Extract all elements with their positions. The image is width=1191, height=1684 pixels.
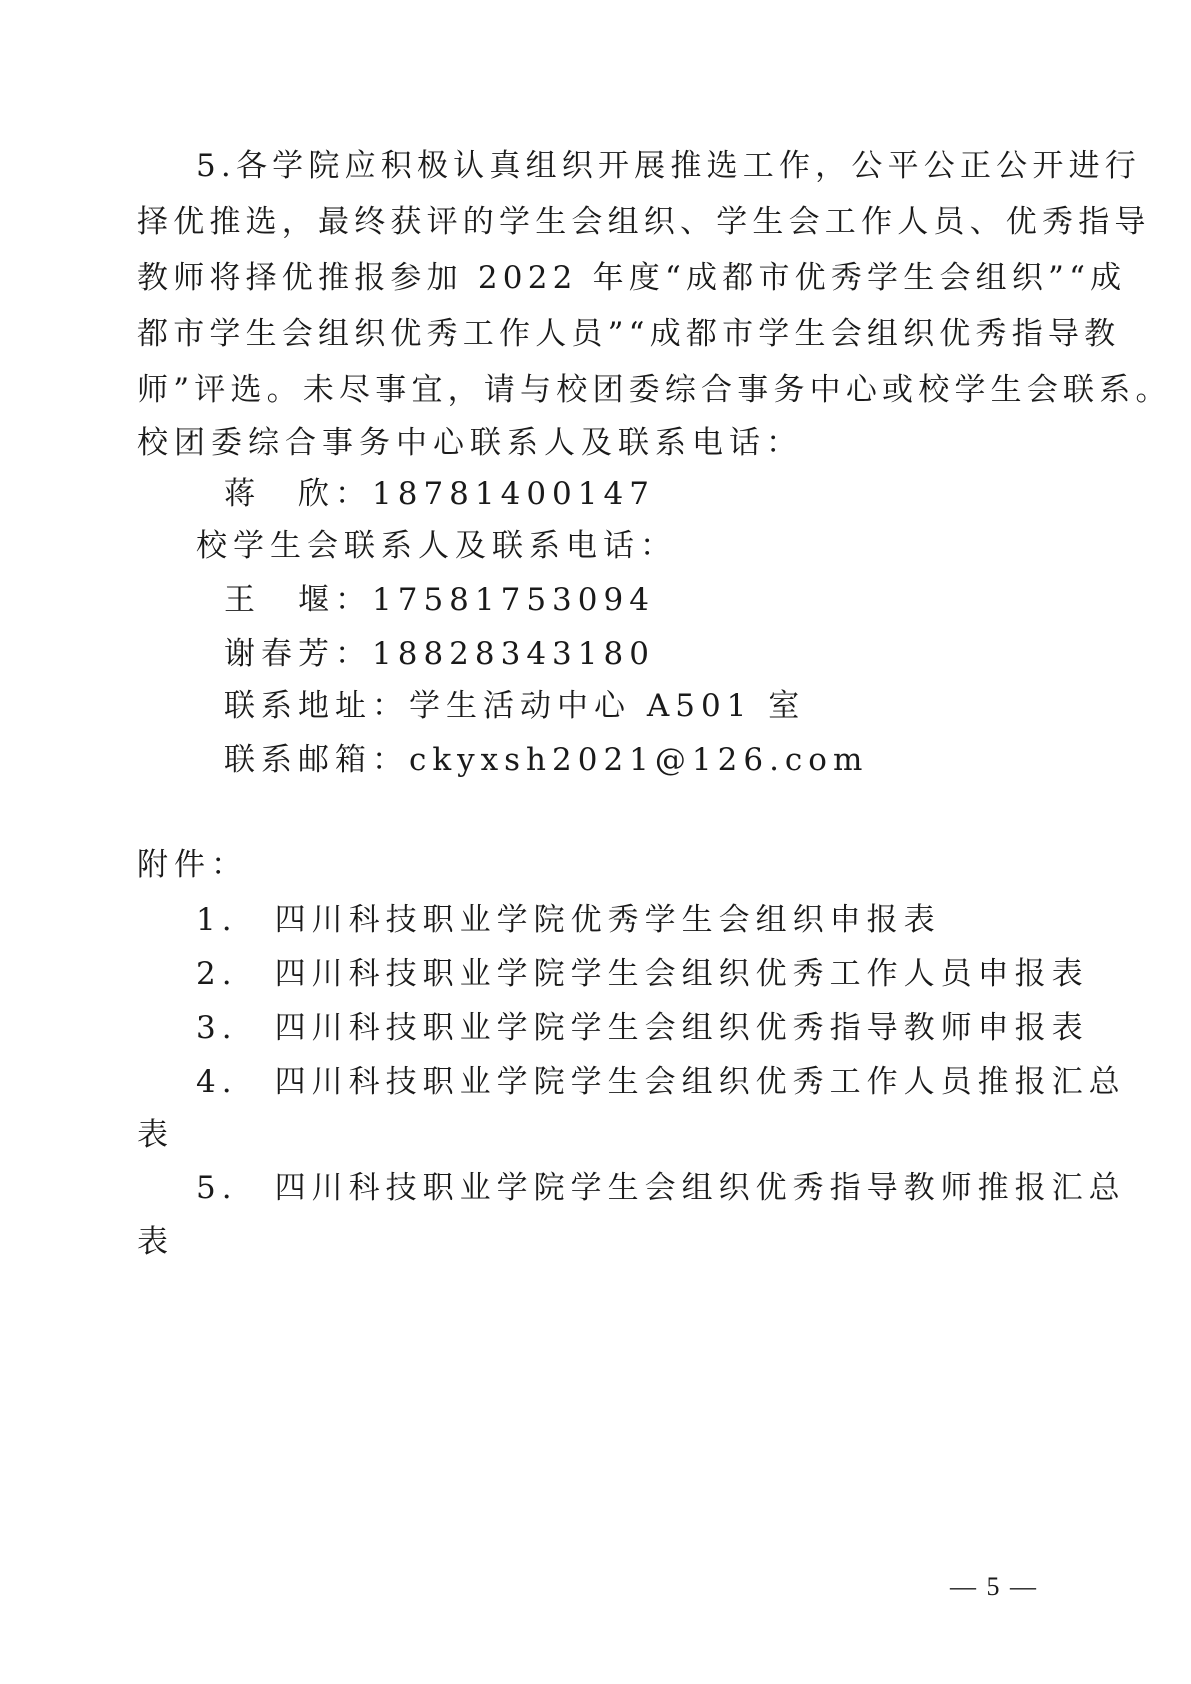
attachment-item: 2. 四川科技职业学院学生会组织优秀工作人员申报表 [196, 956, 1089, 992]
contact-address: 联系地址：学生活动中心 A501 室 [224, 688, 806, 724]
contact-league: 蒋 欣：18781400147 [224, 476, 655, 512]
contact-union-2: 谢春芳：18828343180 [224, 636, 655, 672]
attachments-heading: 附件： [137, 847, 248, 883]
contact-union-1: 王 堰：17581753094 [224, 582, 655, 618]
attachment-item-continuation: 表 [137, 1117, 174, 1153]
attachment-item: 1. 四川科技职业学院优秀学生会组织申报表 [196, 902, 941, 938]
paragraph-line: 5.各学院应积极认真组织开展推选工作，公平公正公开进行 [196, 148, 1141, 184]
attachment-item: 4. 四川科技职业学院学生会组织优秀工作人员推报汇总 [196, 1064, 1126, 1100]
contact-email: 联系邮箱：ckyxsh2021@126.com [224, 742, 869, 778]
paragraph-line: 择优推选，最终获评的学生会组织、学生会工作人员、优秀指导 [137, 204, 1151, 240]
attachment-item: 3. 四川科技职业学院学生会组织优秀指导教师申报表 [196, 1010, 1089, 1046]
paragraph-line: 都市学生会组织优秀工作人员”“成都市学生会组织优秀指导教 [137, 316, 1121, 352]
paragraph-line: 教师将择优推报参加 2022 年度“成都市优秀学生会组织”“成 [137, 260, 1127, 296]
attachment-item: 5. 四川科技职业学院学生会组织优秀指导教师推报汇总 [196, 1170, 1126, 1206]
paragraph-line: 师”评选。未尽事宜，请与校团委综合事务中心或校学生会联系。 [137, 372, 1172, 408]
paragraph-line: 校团委综合事务中心联系人及联系电话： [137, 425, 803, 461]
page-number: — 5 — [950, 1572, 1038, 1601]
contact-union-heading: 校学生会联系人及联系电话： [196, 528, 677, 564]
attachment-item-continuation: 表 [137, 1224, 174, 1260]
